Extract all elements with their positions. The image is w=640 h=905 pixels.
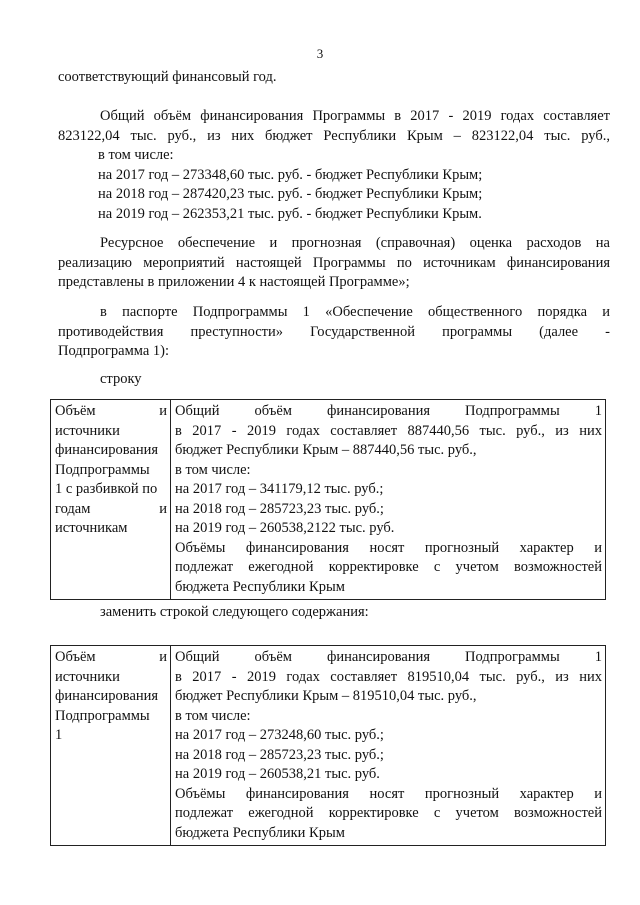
year-line: на 2019 год – 262353,21 тыс. руб. - бюджет Республики Крым. [98,205,482,222]
cell-text: Общий объём финансирования Подпрограммы 1 [175,403,602,419]
table-old-row [50,399,606,600]
table-row [51,646,606,846]
cell-text: Подпрограммы [55,461,150,478]
text-line: реализацию мероприятий настоящей Программы по источникам финансирования [58,254,610,271]
paragraph-subprogram-passport [58,303,610,362]
cell-text: в том числе: [175,461,251,478]
cell-text: подлежат ежегодной корректировке с учетом возможностей [175,805,602,821]
row-content-cell [171,400,606,600]
cell-text: и [159,649,167,665]
cell-text: источники [55,422,120,439]
cell-text: в 2017 - 2019 годах составляет 887440,56 тыс. руб., из них [175,422,602,439]
text-line: противодействия преступности» Государственной программы (далее - [58,323,610,340]
cell-text: и [159,403,167,419]
cell-text: на 2019 год – 260538,21 тыс. руб. [175,766,380,782]
cell-text: финансирования [55,442,159,458]
text-line: в паспорте Подпрограммы 1 «Обеспечение общественного порядка и [100,304,610,320]
cell-text: Объёмы финансирования носят прогнозный характер и [175,539,602,556]
text-line: в том числе: [98,147,174,163]
cell-text: бюджета Республики Крым [175,578,345,595]
cell-text: на 2017 год – 341179,12 тыс. руб.; [175,481,384,497]
row-content-cell [171,646,606,846]
text-line: представлены в приложении 4 к настоящей Программе»; [58,274,410,290]
replace-instruction: заменить строкой следующего содержания: [100,604,369,620]
text-line: Подпрограмма 1): [58,343,169,359]
text-line: 823122,04 тыс. руб., из них бюджет Республики Крым – 823122,04 тыс. руб., [58,127,610,144]
cell-text: 1 [55,727,63,743]
cell-text: Объём [55,403,96,419]
cell-text: Объёмы финансирования носят прогнозный характер и [175,785,602,802]
cell-text: на 2017 год – 273248,60 тыс. руб.; [175,727,384,743]
page-number: 3 [316,46,324,61]
cell-text: в 2017 - 2019 годах составляет 819510,04 тыс. руб., из них [175,668,602,685]
text-line: Ресурсное обеспечение и прогнозная (справочная) оценка расходов на [100,235,610,251]
cell-text: бюджет Республики Крым – 819510,04 тыс. руб., [175,688,477,704]
cell-text: бюджета Республики Крым [175,824,345,841]
paragraph-continuation [58,68,610,88]
row-header-cell [51,400,171,600]
cell-text: подлежат ежегодной корректировке с учетом возможностей [175,559,602,575]
text-line: соответствующий финансовый год. [58,69,277,85]
paragraph-program-funding [58,107,610,146]
cell-text: финансирования [55,688,159,704]
cell-text: на 2019 год – 260538,2122 тыс. руб. [175,520,395,536]
cell-text: в том числе: [175,707,251,724]
cell-text: Объём [55,649,96,665]
text-line: Общий объём финансирования Программы в 2017 - 2019 годах составляет [100,108,610,124]
cell-text: 1 с разбивкой по [55,481,158,497]
funding-by-year-list [98,146,482,224]
cell-text: Общий объём финансирования Подпрограммы 1 [175,649,602,665]
cell-text: Подпрограммы [55,707,150,724]
cell-text: и [159,500,167,517]
cell-text: источникам [55,520,128,536]
cell-text: на 2018 год – 285723,23 тыс. руб.; [175,500,384,517]
cell-text: бюджет Республики Крым – 887440,56 тыс. руб., [175,442,477,458]
cell-text: источники [55,668,120,685]
word-row-label: строку [100,371,142,387]
table-new-row [50,645,606,846]
year-line: на 2018 год – 287420,23 тыс. руб. - бюджет Республики Крым; [98,186,483,202]
paragraph-resource-provision [58,234,610,293]
cell-text: годам [55,500,91,517]
cell-text: на 2018 год – 285723,23 тыс. руб.; [175,746,384,763]
year-line: на 2017 год – 273348,60 тыс. руб. - бюджет Республики Крым; [98,166,483,183]
row-header-cell [51,646,171,846]
table-row [51,400,606,600]
